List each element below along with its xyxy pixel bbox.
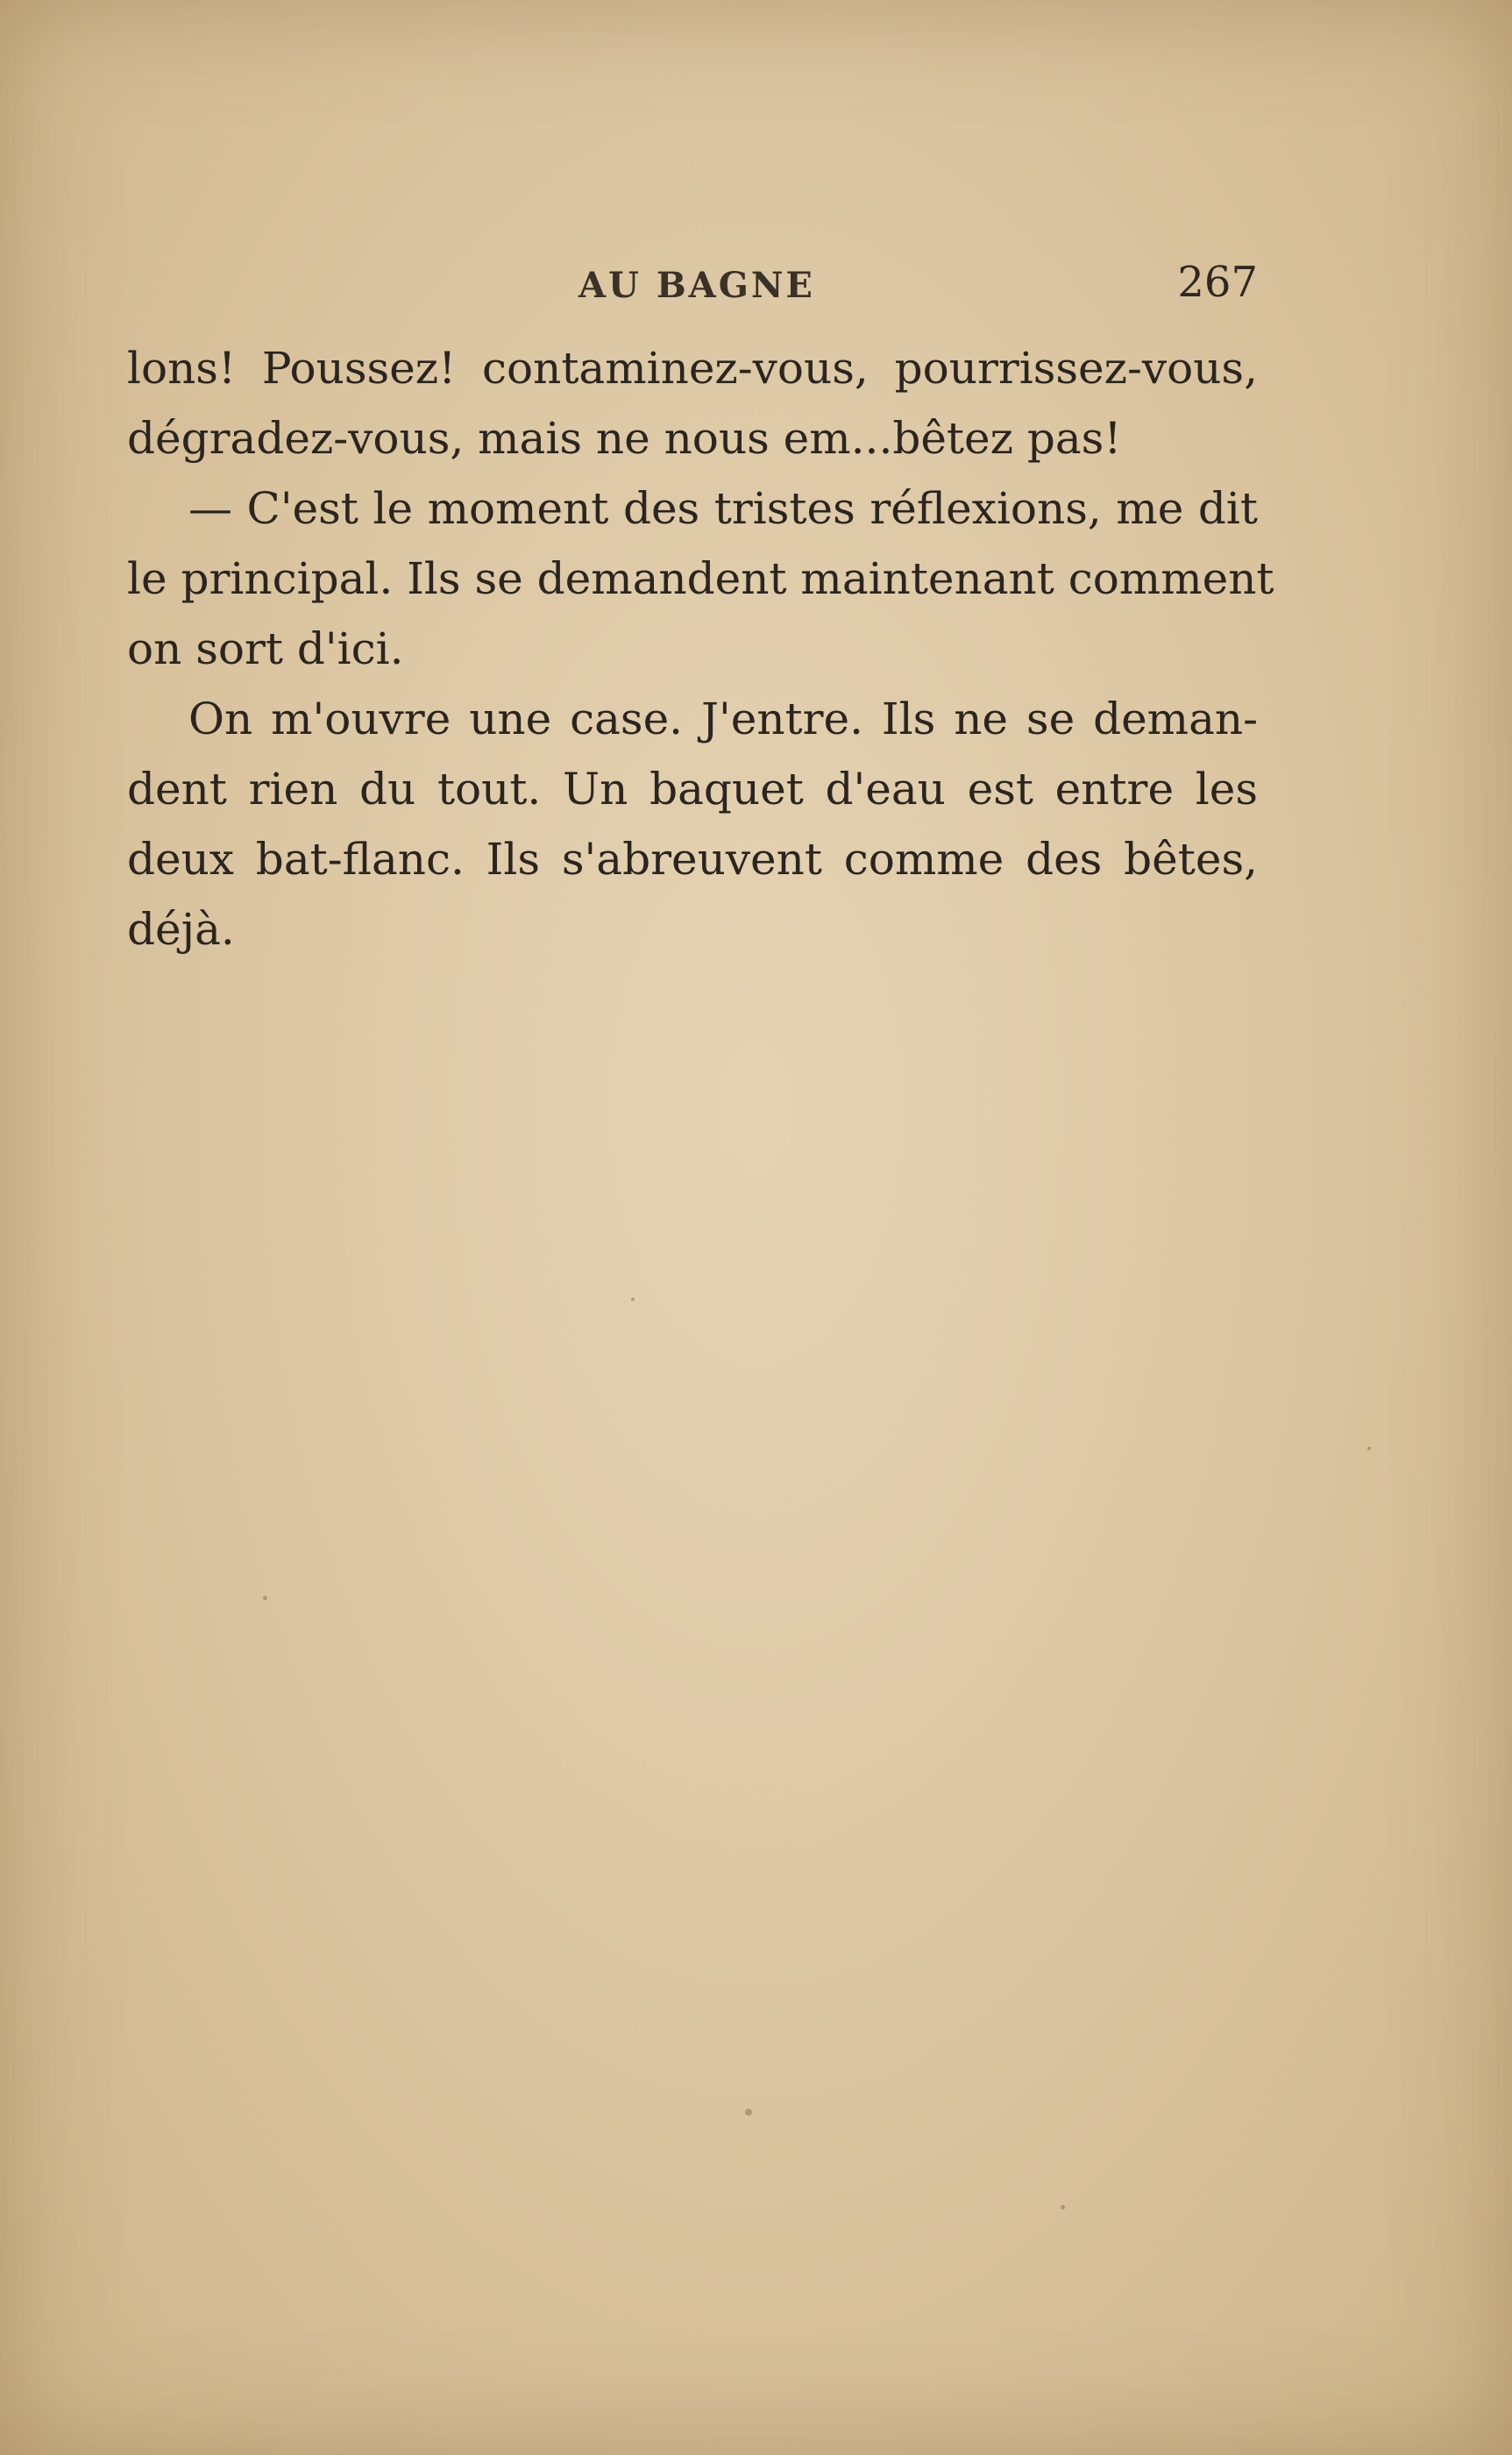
paper-speck xyxy=(745,2109,752,2116)
paper-speck xyxy=(1367,1447,1371,1450)
running-head xyxy=(127,254,1258,316)
text-line: on sort d'ici. xyxy=(127,623,404,674)
paper-speck xyxy=(263,1596,267,1600)
page-number: 267 xyxy=(1177,258,1258,307)
text-line: le principal. Ils se demandent maintenant comment xyxy=(127,553,1274,604)
text-line: dent rien du tout. Un baquet d'eau est entre les xyxy=(127,764,1258,815)
text-line: déjà. xyxy=(127,904,235,955)
text-line: lons! Poussez! contaminez-vous, pourrissez-vous, xyxy=(127,343,1258,394)
paper-speck xyxy=(631,1298,635,1301)
text-line: On m'ouvre une case. J'entre. Ils ne se deman- xyxy=(188,694,1258,744)
text-line: — C'est le moment des tristes réflexions, me dit xyxy=(188,483,1258,534)
text-line: dégradez-vous, mais ne nous em...bêtez pas! xyxy=(127,413,1122,464)
text-line: deux bat-flanc. Ils s'abreuvent comme des bêtes, xyxy=(127,834,1258,885)
body-text xyxy=(127,333,1274,964)
paper-speck xyxy=(1061,2205,1065,2210)
running-title: AU BAGNE xyxy=(579,265,815,306)
